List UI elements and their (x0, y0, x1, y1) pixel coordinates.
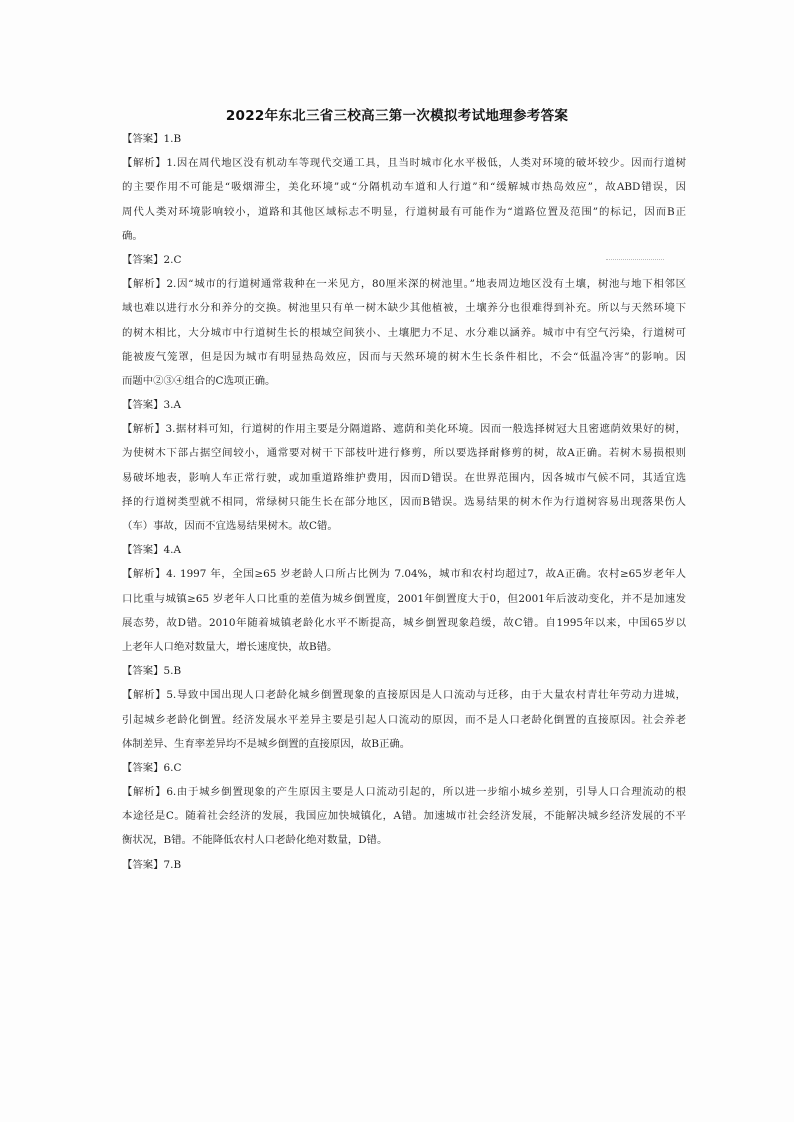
explanation-line: 的树木相比，大分城市中行道树生长的根域空间狭小、土壤肥力不足、水分难以涵养。城市中有空气污染，行道树可 (122, 326, 686, 339)
explanation-line: 体制差异、生育率差异均不是城乡倒置的直接原因，故B正确。 (122, 737, 411, 750)
explanation-line: 【解析】1.因在周代地区没有机动车等现代交通工具，且当时城市化水平极低，人类对环境的破坏较少。因而行道树 (122, 157, 686, 170)
page-title: 2022年东北三省三校高三第一次模拟考试地理参考答案 (225, 108, 569, 124)
explanation-line: 【解析】4. 1997 年，全国≥65 岁老龄人口所占比例为 7.04%，城市和农村均超过7，故A正确。农村≥65岁老年人 (122, 568, 686, 581)
explanation-line: 上老年人口绝对数量大，增长速度快，故B错。 (122, 640, 338, 653)
answer-line: 【答案】7.B (122, 858, 182, 871)
explanation-line: 【解析】5.导致中国出现人口老龄化城乡倒置现象的直接原因是人口流动与迁移，由于大量农村青壮年劳动力进城， (122, 689, 686, 702)
explanation-line: 口比重与城镇≥65 岁老年人口比重的差值为城乡倒置度，2001年倒置度大于0，但2001年后波动变化，并不是加速发 (122, 592, 686, 605)
explanation-line: 【解析】6.由于城乡倒置现象的产生原因主要是人口流动引起的，所以进一步缩小城乡差别，引导人口合理流动的根 (122, 786, 686, 799)
explanation-line: 为使树木下部占据空间较小，通常要对树干下部枝叶进行修剪，所以要选择耐修剪的树，故A正确。若树木易损根则 (122, 447, 686, 460)
answer-line: 【答案】5.B (122, 665, 182, 678)
explanation-line: 本途径是C。随着社会经济的发展，我国应加快城镇化，A错。加速城市社会经济发展，不能解决城乡经济发展的不平 (122, 810, 686, 823)
explanation-line: 域也难以进行水分和养分的交换。树池里只有单一树木缺少其他植被，土壤养分也很难得到补充。所以与天然环境下 (122, 302, 686, 315)
answer-line: 【答案】2.C (122, 253, 182, 266)
explanation-line: 能被废气笼罩，但是因为城市有明显热岛效应，因而与天然环境的树木生长条件相比，不会“低温冷害”的影响。因 (122, 350, 686, 363)
explanation-line: （车）事故，因而不宜选易结果树木。故C错。 (122, 520, 338, 532)
answer-line: 【答案】4.A (122, 544, 181, 557)
explanation-line: 择的行道树类型就不相同，常绿树只能生长在部分地区，因而B错误。选易结果的树木作为行道树容易出现落果伤人 (122, 495, 686, 508)
explanation-line: 易破坏地表，影响人车正常行驶，或加重道路维护费用，因而D错误。在世界范围内，因各城市气候不同，其适宜选 (122, 471, 686, 484)
explanation-line: 【解析】2.因“城市的行道树通常栽种在一米见方，80厘米深的树池里。”地表周边地区没有土壤，树池与地下相邻区 (122, 278, 686, 291)
answer-line: 【答案】6.C (122, 761, 182, 774)
answer-line: 【答案】1.B (122, 133, 182, 145)
explanation-line: 的主要作用不可能是“吸烟滞尘，美化环境”或“分隔机动车道和人行道”和“缓解城市热岛效应”，故ABD错误，因 (122, 181, 686, 194)
answer-content (122, 127, 686, 877)
answer-line: 【答案】3.A (122, 399, 181, 412)
explanation-line: 展态势，故D错。2010年随着城镇老龄化水平不断提高，城乡倒置现象趋缓，故C错。自1995年以来，中国65岁以 (122, 616, 686, 629)
explanation-line: 确。 (122, 229, 143, 242)
explanation-line: 引起城乡老龄化倒置。经济发展水平差异主要是引起人口流动的原因，而不是人口老龄化倒置的直接原因。社会养老 (122, 713, 686, 726)
explanation-line: 衡状况，B错。不能降低农村人口老龄化绝对数量，D错。 (122, 834, 388, 847)
explanation-line: 【解析】3.据材料可知，行道树的作用主要是分隔道路、遮荫和美化环境。因而一般选择树冠大且密遮荫效果好的树， (122, 423, 686, 436)
explanation-line: 周代人类对环境影响较小，道路和其他区域标志不明显，行道树最有可能作为“道路位置及范围”的标记，因而B正 (122, 205, 686, 218)
explanation-line: 而题中②③④组合的C选项正确。 (122, 374, 276, 387)
